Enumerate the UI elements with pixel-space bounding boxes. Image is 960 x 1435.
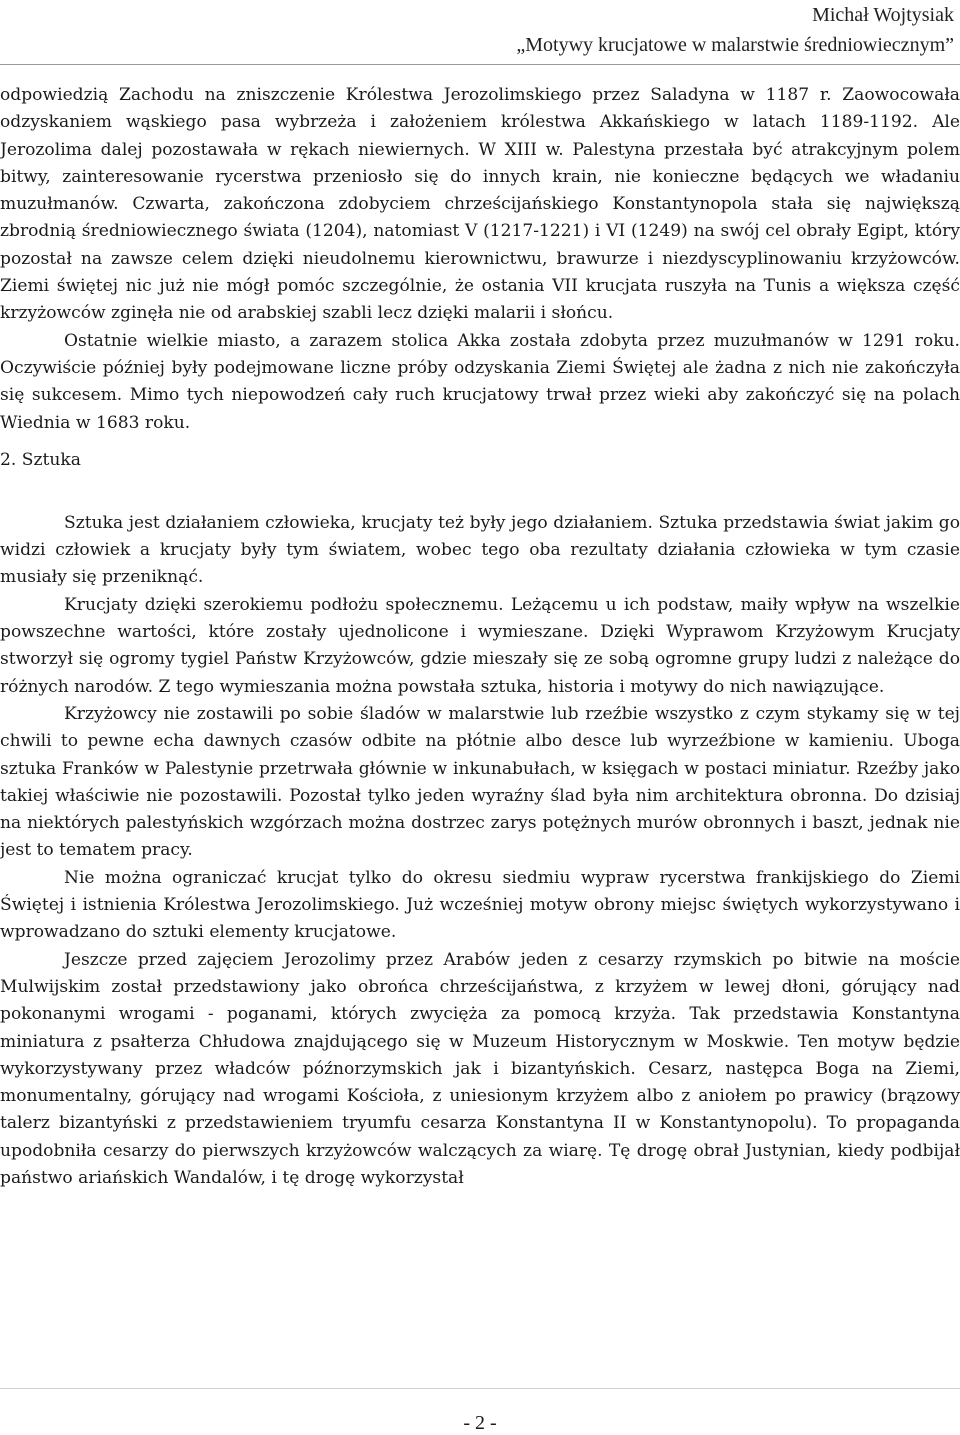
paragraph-art-definition: Sztuka jest działaniem człowieka, krucjaty też były jego działaniem. Sztuka przedstawia świat jakim go widzi człowiek a krucjaty były tym światem, wobec tego oba rezultaty działania człowieka w tym czasie musiały się przeniknąć. [0, 512, 960, 588]
spacer [0, 474, 960, 510]
paragraph-crusader-traces: Krzyżowcy nie zostawili po sobie śladów w malarstwie lub rzeźbie wszystko z czym stykamy się w tej chwili to pewne echa dawnych czasów odbite na płótnie albo desce lub wyrzeźbione w kamieniu. Uboga sztuka Franków w Palestynie przetrwała głównie w inkunabułach, w księgach w postaci miniatur. Rzeźby jako takiej właściwie nie pozostawili. Pozostał tylko jeden wyraźny ślad była nim architektura obronna. Do dzisiaj na niektórych palestyńskich wzgórzach można dostrzec zarys potężnych murów obronnych i baszt, jednak nie jest to tematem pracy. [0, 703, 960, 861]
page-header [54, 0, 954, 60]
document-body [0, 82, 960, 1192]
footer-divider [0, 1388, 960, 1389]
paragraph-continuation: odpowiedzią Zachodu na zniszczenie Królestwa Jerozolimskiego przez Saladyna w 1187 r. Zaowocowała odzyskaniem wąskiego pasa wybrzeża i założeniem królestwa Akkańskiego w latach 1189-1192. Ale Jerozolima dalej pozostawała w rękach niewiernych. W XIII w. Palestyna przestała być atrakcyjnym polem bitwy, zainteresowanie rycerstwa przeniosło się do innych krain, nie konieczne będących we władaniu muzułmanów. Czwarta, zakończona zdobyciem chrześcijańskiego Konstantynopola stała się największą zbrodnią średniowiecznego świata (1204), natomiast V (1217-1221) i VI (1249) na swój cel obrały Egipt, który pozostał na zawsze celem dzięki nieudolnemu kierownictwu, brawurze i niezdyscyplinowaniu krzyżowców. Ziemi świętej nic już nie mógł pomóc szczególnie, że ostania VII krucjata ruszyła na Tunis a większa część krzyżowców zginęła nie od arabskiej szabli lecz dzięki malarii i słońcu. [0, 85, 960, 324]
section-heading: 2. Sztuka [0, 449, 81, 470]
page-number: - 2 - [463, 1412, 497, 1434]
paragraph-akka: Ostatnie wielkie miasto, a zarazem stolica Akka została zdobyta przez muzułmanów w 1291 roku. Oczywiście później były podejmowane liczne próby odzyskania Ziemi Świętej ale żadna z nich nie zakończyła się sukcesem. Mimo tych niepowodzeń cały ruch krucjatowy trwał przez wieki aby zakończyć się na polach Wiednia w 1683 roku. [0, 330, 960, 433]
paragraph-social-basis: Krucjaty dzięki szerokiemu podłożu społecznemu. Leżącemu u ich podstaw, maiły wpływ na wszelkie powszechne wartości, które zostały ujednolicone i wymieszane. Dzięki Wyprawom Krzyżowym Krucjaty stworzył się ogromy tygiel Państw Krzyżowców, gdzie mieszały się ze sobą ogromne grupy ludzi z należące do różnych narodów. Z tego wymieszania można powstała sztuka, historia i motywy do nich nawiązujące. [0, 594, 960, 697]
paragraph-scope: Nie można ograniczać krucjat tylko do okresu siedmiu wypraw rycerstwa frankijskiego do Ziemi Świętej i istnienia Królestwa Jerozolimskiego. Już wcześniej motyw obrony miejsc świętych wykorzystywano i wprowadzano do sztuki elementy krucjatowe. [0, 867, 960, 943]
paragraph-constantine: Jeszcze przed zajęciem Jerozolimy przez Arabów jeden z cesarzy rzymskich po bitwie na moście Mulwijskim został przedstawiony jako obrońca chrześcijaństwa, z krzyżem w lewej dłoni, górujący nad pokonanymi wrogami - poganami, których zwycięża za pomocą krzyża. Tak przedstawia Konstantyna miniatura z psałterza Chłudowa znajdującego się w Muzeum Historycznym w Moskwie. Ten motyw będzie wykorzystywany przez władców późnorzymskich jak i bizantyńskich. Cesarz, następca Boga na Ziemi, monumentalny, górujący nad wrogami Kościoła, z uniesionym krzyżem albo z aniołem po prawicy (brązowy talerz bizantyński z przedstawieniem tryumfu cesarza Konstantyna II w Konstantynopolu). To propaganda upodobniła cesarzy do pierwszych krzyżowców walczących za wiarę. Tę drogę obrał Justynian, kiedy podbijał państwo ariańskich Wandalów, i tę drogę wykorzystał [0, 949, 960, 1188]
header-divider [0, 64, 960, 65]
header-title: „Motywy krucjatowe w malarstwie średniowiecznym” [516, 34, 954, 56]
header-author: Michał Wojtysiak [812, 4, 954, 26]
